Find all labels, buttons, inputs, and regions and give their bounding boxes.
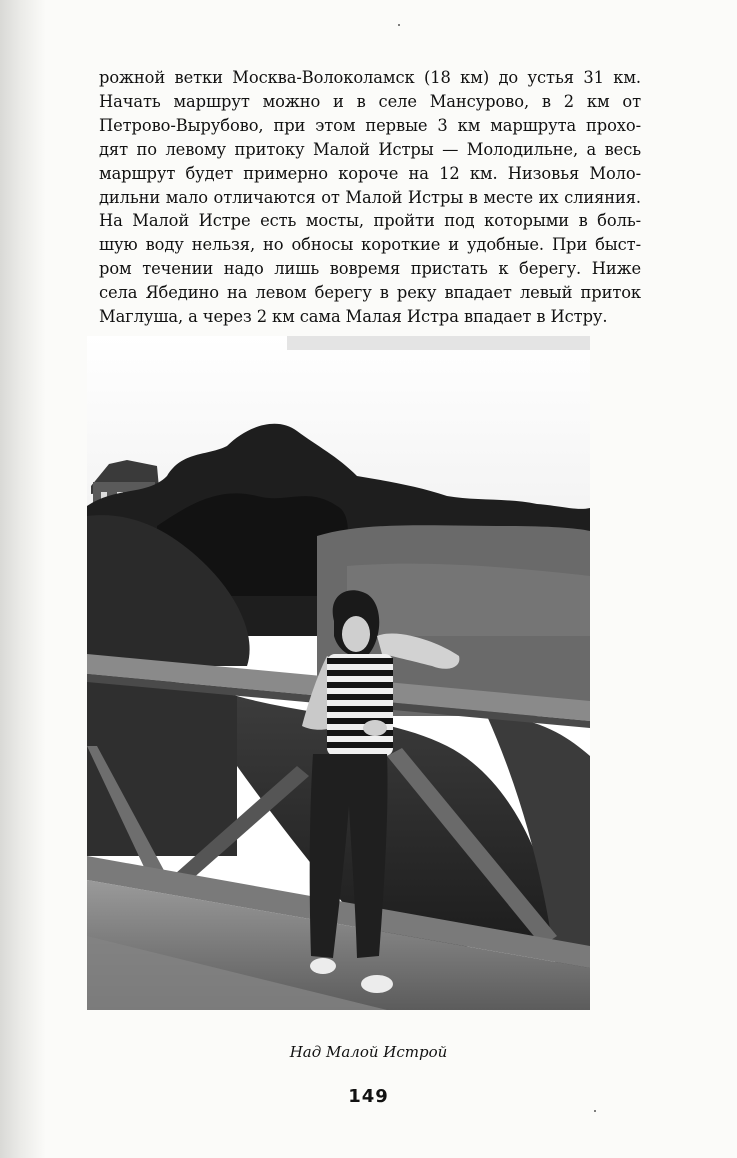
text-line: села Ябедино на левом берегу в реку впадает левый приток [99, 283, 641, 303]
scan-speck [594, 1110, 596, 1112]
girl-on-bridge-photo [87, 336, 590, 1010]
text-line: шую воду нельзя, но обносы короткие и удобные. При быст- [99, 235, 641, 255]
photo-illustration [87, 336, 590, 1010]
text-line: дят по левому притоку Малой Истры — Молодильне, а весь [99, 139, 641, 159]
photo-caption: Над Малой Истрой [289, 1043, 448, 1061]
text-line: Маглуша, а через 2 км сама Малая Истра впадает в Истру. [99, 307, 608, 327]
text-line: Начать маршрут можно и в селе Мансурово, в 2 км от [99, 91, 641, 111]
scan-speck [398, 24, 400, 26]
text-line: дильни мало отличаются от Малой Истры в месте их слияния. [99, 187, 641, 207]
text-line: На Малой Истре есть мосты, пройти под которыми в боль- [99, 211, 641, 231]
text-line: рожной ветки Москва-Волоколамск (18 км) до устья 31 км. [99, 68, 641, 87]
text-line: ром течении надо лишь вовремя пристать к берегу. Ниже [99, 259, 641, 279]
scan-shadow-edge [0, 0, 46, 1158]
text-line: Петрово-Вырубово, при этом первые 3 км маршрута прохо- [99, 115, 641, 135]
body-text [99, 66, 641, 329]
page-number: 149 [348, 1086, 389, 1107]
text-line: маршрут будет примерно короче на 12 км. Низовья Моло- [99, 163, 641, 183]
